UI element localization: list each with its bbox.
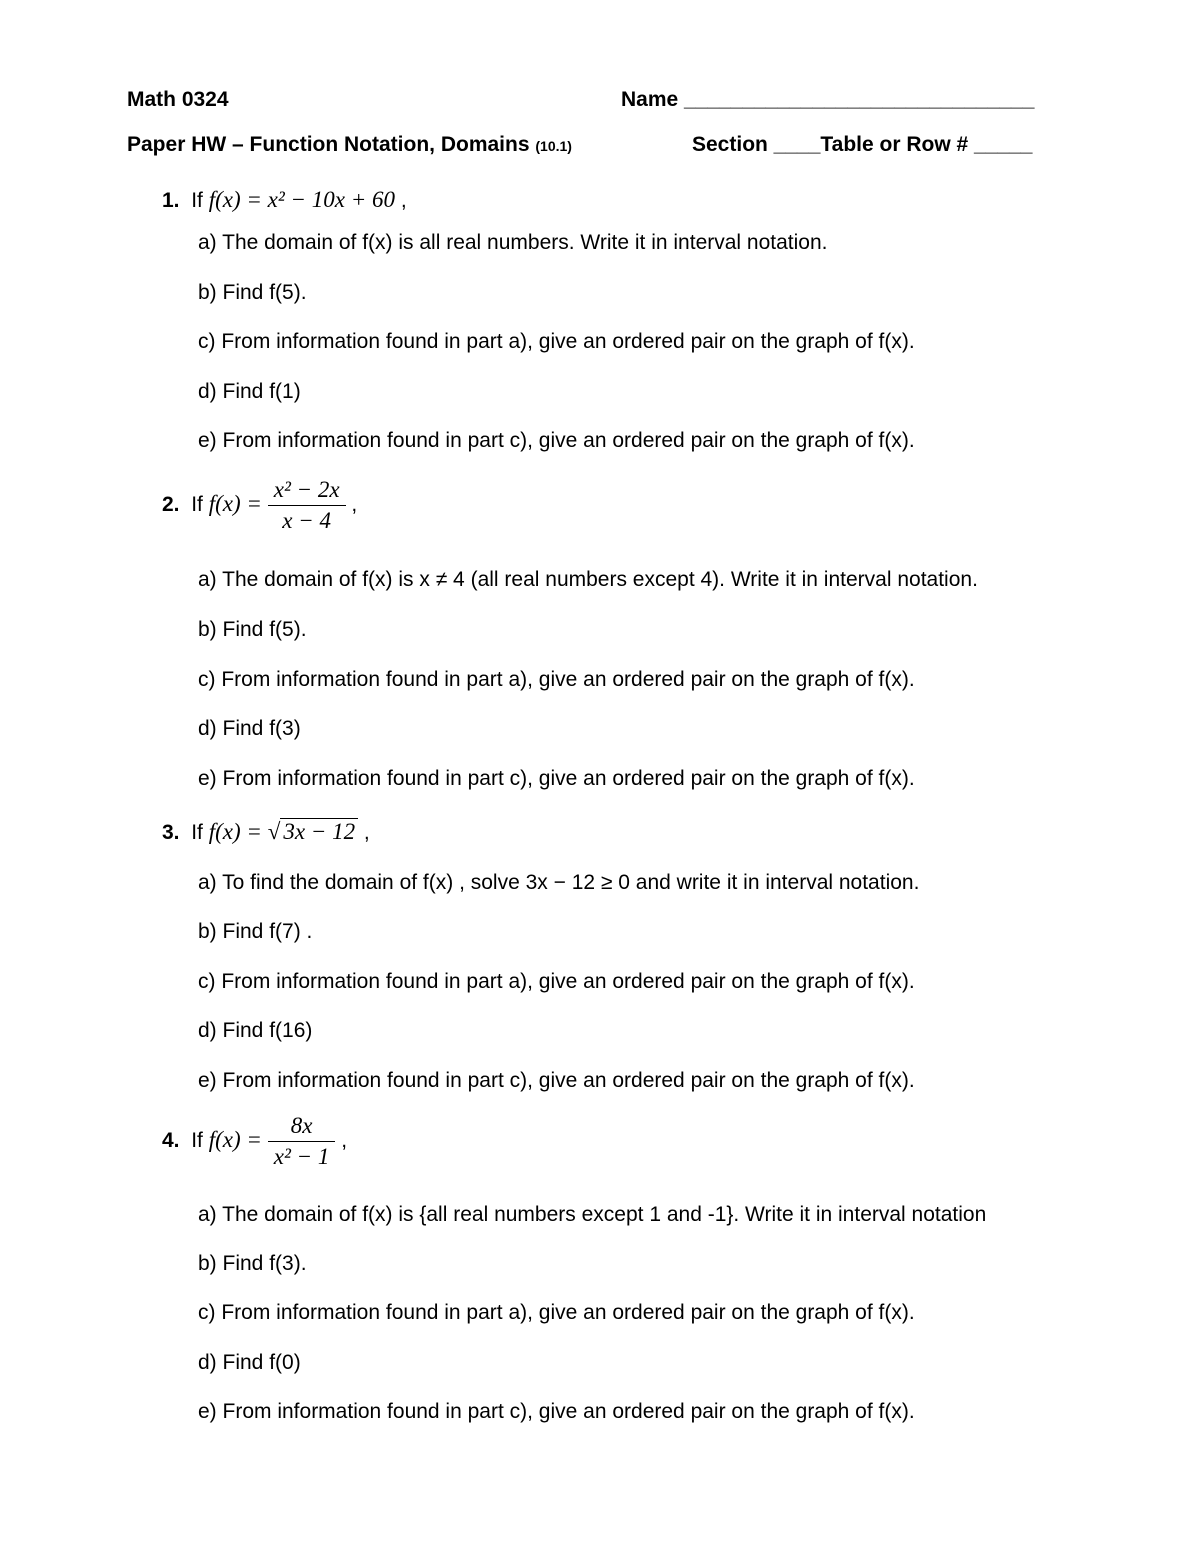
problem-number: 4. [162,1129,180,1153]
function-fraction [268,1111,336,1172]
problem-3-part-c: c) From information found in part a), give an ordered pair on the graph of f(x). [198,970,915,993]
problem-intro: If [191,821,203,844]
problem-2-part-b: b) Find f(5). [198,618,307,641]
problem-2-part-c: c) From information found in part a), give an ordered pair on the graph of f(x). [198,668,915,691]
name-field-label: Name ______________________________ [621,88,1035,111]
function-lhs: f(x) = [208,819,262,844]
radicand: 3x − 12 [280,818,358,844]
fraction-numerator: 8x [268,1111,336,1142]
problem-number: 1. [162,189,180,212]
problem-4-part-c: c) From information found in part a), give an ordered pair on the graph of f(x). [198,1301,915,1324]
problem-3-part-d: d) Find f(16) [198,1019,313,1042]
assignment-section-number: (10.1) [535,138,572,154]
function-lhs: f(x) = [208,1127,262,1153]
problem-number: 2. [162,493,180,517]
problem-1-part-e: e) From information found in part c), give an ordered pair on the graph of f(x). [198,429,915,452]
problem-4-part-a: a) The domain of f(x) is {all real numbers except 1 and -1}. Write it in interval notation [198,1203,987,1226]
function-lhs: f(x) = [208,491,262,517]
problem-2-part-a: a) The domain of f(x) is x ≠ 4 (all real numbers except 4). Write it in interval notation. [198,568,978,591]
problem-2-statement: 2. If f(x) = $\frac{\text{x² − 2x}}{x - 4}$ , [162,475,357,536]
problem-2-part-d: d) Find f(3) [198,717,301,740]
problem-intro: If [191,189,203,212]
problem-4-part-e: e) From information found in part c), give an ordered pair on the graph of f(x). [198,1400,915,1423]
problem-3-statement: 3. If f(x) = √ 3x − 12 , [162,819,370,844]
section-table-label: Section ____Table or Row # _____ [692,133,1033,156]
problem-3-part-a: a) To find the domain of f(x) , solve 3x − 12 ≥ 0 and write it in interval notation. [198,871,920,894]
problem-4-statement: 4. If f(x) = $\frac{8x}{\text{x² − 1}}$ , [162,1111,347,1172]
problem-intro: If [191,1129,203,1153]
radical-sign-icon: √ [267,819,281,844]
problem-1-part-b: b) Find f(5). [198,281,307,304]
assignment-title-text: Paper HW – Function Notation, Domains [127,133,530,156]
course-title: Math 0324 [127,88,229,111]
fraction-denominator: x² − 1 [273,1144,330,1169]
problem-3-part-b: b) Find f(7) . [198,920,313,943]
problem-number: 3. [162,821,180,844]
fraction-denominator: x − 4 [282,508,332,533]
function-definition: f(x) = x² − 10x + 60 [208,187,395,212]
problem-2-part-e: e) From information found in part c), give an ordered pair on the graph of f(x). [198,767,915,790]
square-root [268,819,358,845]
problem-1-part-a: a) The domain of f(x) is all real numbers. Write it in interval notation. [198,231,828,254]
problem-3-part-e: e) From information found in part c), give an ordered pair on the graph of f(x). [198,1069,915,1092]
problem-1-part-d: d) Find f(1) [198,380,301,403]
problem-1-part-c: c) From information found in part a), give an ordered pair on the graph of f(x). [198,330,915,353]
fraction-numerator: x² − 2x [268,475,346,506]
problem-1-statement: 1. If f(x) = x² − 10x + 60 , [162,187,407,212]
problem-4-part-b: b) Find f(3). [198,1252,307,1275]
assignment-title [127,133,572,157]
problem-4-part-d: d) Find f(0) [198,1351,301,1374]
function-fraction [268,475,346,536]
problem-intro: If [191,493,203,517]
